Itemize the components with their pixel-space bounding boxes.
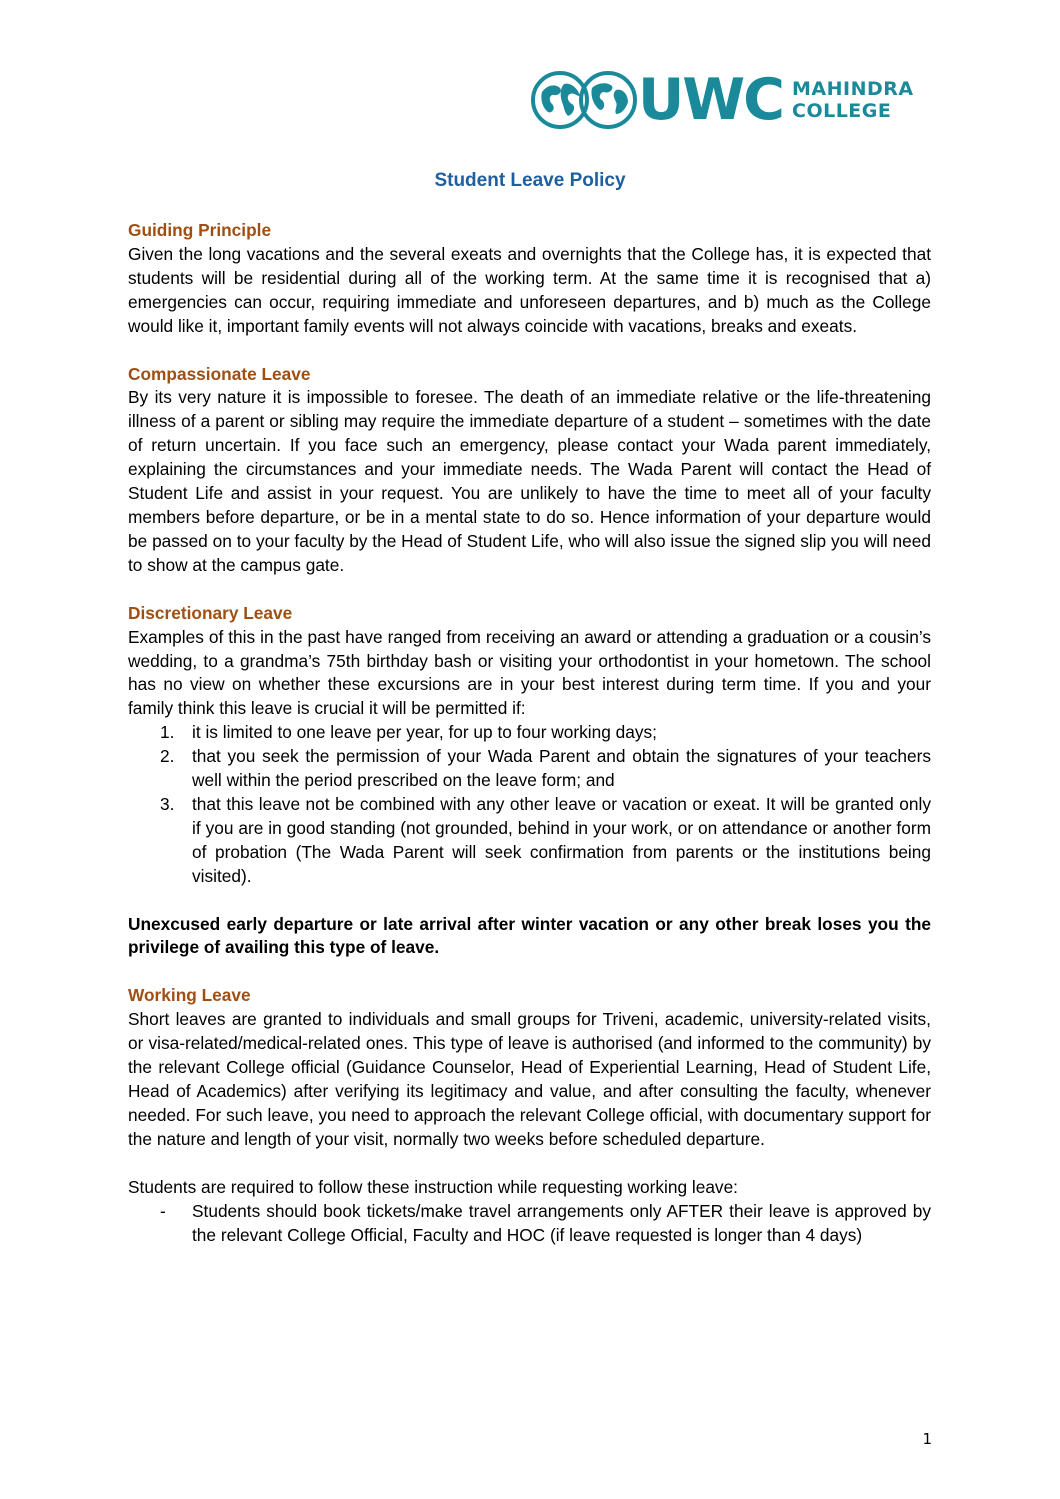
logo-wordmark: UWC bbox=[638, 67, 783, 133]
logo-college-name: MAHINDRA COLLEGE bbox=[792, 78, 914, 122]
document-body bbox=[128, 219, 931, 1247]
discretionary-conditions-list bbox=[128, 721, 931, 888]
list-item bbox=[128, 721, 931, 745]
list-item bbox=[128, 1200, 931, 1248]
section-heading-discretionary-leave: Discretionary Leave bbox=[128, 602, 293, 623]
unexcused-departure-note: Unexcused early departure or late arrival after winter vacation or any other break loses you the privilege of availing this type of leave. bbox=[128, 913, 931, 958]
list-item-text: that you seek the permission of your Wada Parent and obtain the signatures of your teachers well within the period prescribed on the leave form; and bbox=[192, 746, 931, 791]
list-item-text: it is limited to one leave per year, for up to four working days; bbox=[192, 722, 657, 743]
working-leave-instructions-intro: Students are required to follow these instruction while requesting working leave: bbox=[128, 1176, 738, 1197]
globe-icon bbox=[578, 70, 638, 130]
college-logo bbox=[530, 67, 930, 133]
section-heading-guiding-principle: Guiding Principle bbox=[128, 220, 272, 240]
list-item-text: that this leave not be combined with any other leave or vacation or exeat. It will be granted only if you are in good standing (not grounded, behind in your work, or on attendance or another form of probation (The Wada Parent will seek confirmation from parents or the institutions being visited). bbox=[192, 793, 931, 886]
working-leave-instructions-list bbox=[128, 1200, 931, 1248]
working-leave-text: Short leaves are granted to individuals and small groups for Triveni, academic, university-related visits, or visa-related/medical-related ones. This type of leave is authorised (and informed to the community) by the relevant College official (Guidance Counselor, Head of Experiential Learning, Head of Student Life, Head of Academics) after verifying its legitimacy and value, and after consulting the faculty, whenever needed. For such leave, you need to approach the relevant College official, with documentary support for the nature and length of your visit, normally two weeks before scheduled departure. bbox=[128, 1009, 931, 1149]
list-number: 2. bbox=[160, 746, 175, 767]
compassionate-leave-text: By its very nature it is impossible to foresee. The death of an immediate relative or the life-threatening illness of a parent or sibling may require the immediate departure of a student – sometimes with the date of return uncertain. If you face such an emergency, please contact your Wada parent immediately, explaining the circumstances and your immediate needs. The Wada Parent will contact the Head of Student Life and assist in your request. You are unlikely to have the time to meet all of your faculty members before departure, or be in a mental state to do so. Hence information of your departure would be passed on to your faculty by the Head of Student Life, who will also issue the signed slip you will need to show at the campus gate. bbox=[128, 387, 931, 575]
list-item bbox=[128, 745, 931, 793]
list-item-text: Students should book tickets/make travel arrangements only AFTER their leave is approved by the relevant College Official, Faculty and HOC (if leave requested is longer than 4 days) bbox=[192, 1200, 931, 1245]
section-heading-working-leave: Working Leave bbox=[128, 985, 251, 1006]
section-heading-compassionate-leave: Compassionate Leave bbox=[128, 363, 311, 384]
discretionary-leave-text: Examples of this in the past have ranged from receiving an award or attending a graduation or a cousin’s wedding, to a grandma’s 75th birthday bash or visiting your orthodontist in your hometown. The school has no view on whether these excursions are in your best interest during term time. If you and your family think this leave is crucial it will be permitted if: bbox=[128, 626, 931, 719]
page-number: 1 bbox=[922, 1430, 932, 1448]
page-title: Student Leave Policy bbox=[434, 170, 626, 191]
list-number: 3. bbox=[160, 793, 175, 814]
list-number: 1. bbox=[160, 722, 175, 743]
guiding-principle-text: Given the long vacations and the several exeats and overnights that the College has, it is expected that students will be residential during all of the working term. At the same time it is recognised that a) emergencies can occur, requiring immediate and unforeseen departures, and b) much as the College would like it, important family events will not always coincide with vacations, breaks and exeats. bbox=[128, 243, 931, 336]
list-item bbox=[128, 793, 931, 889]
list-dash: - bbox=[160, 1200, 166, 1221]
